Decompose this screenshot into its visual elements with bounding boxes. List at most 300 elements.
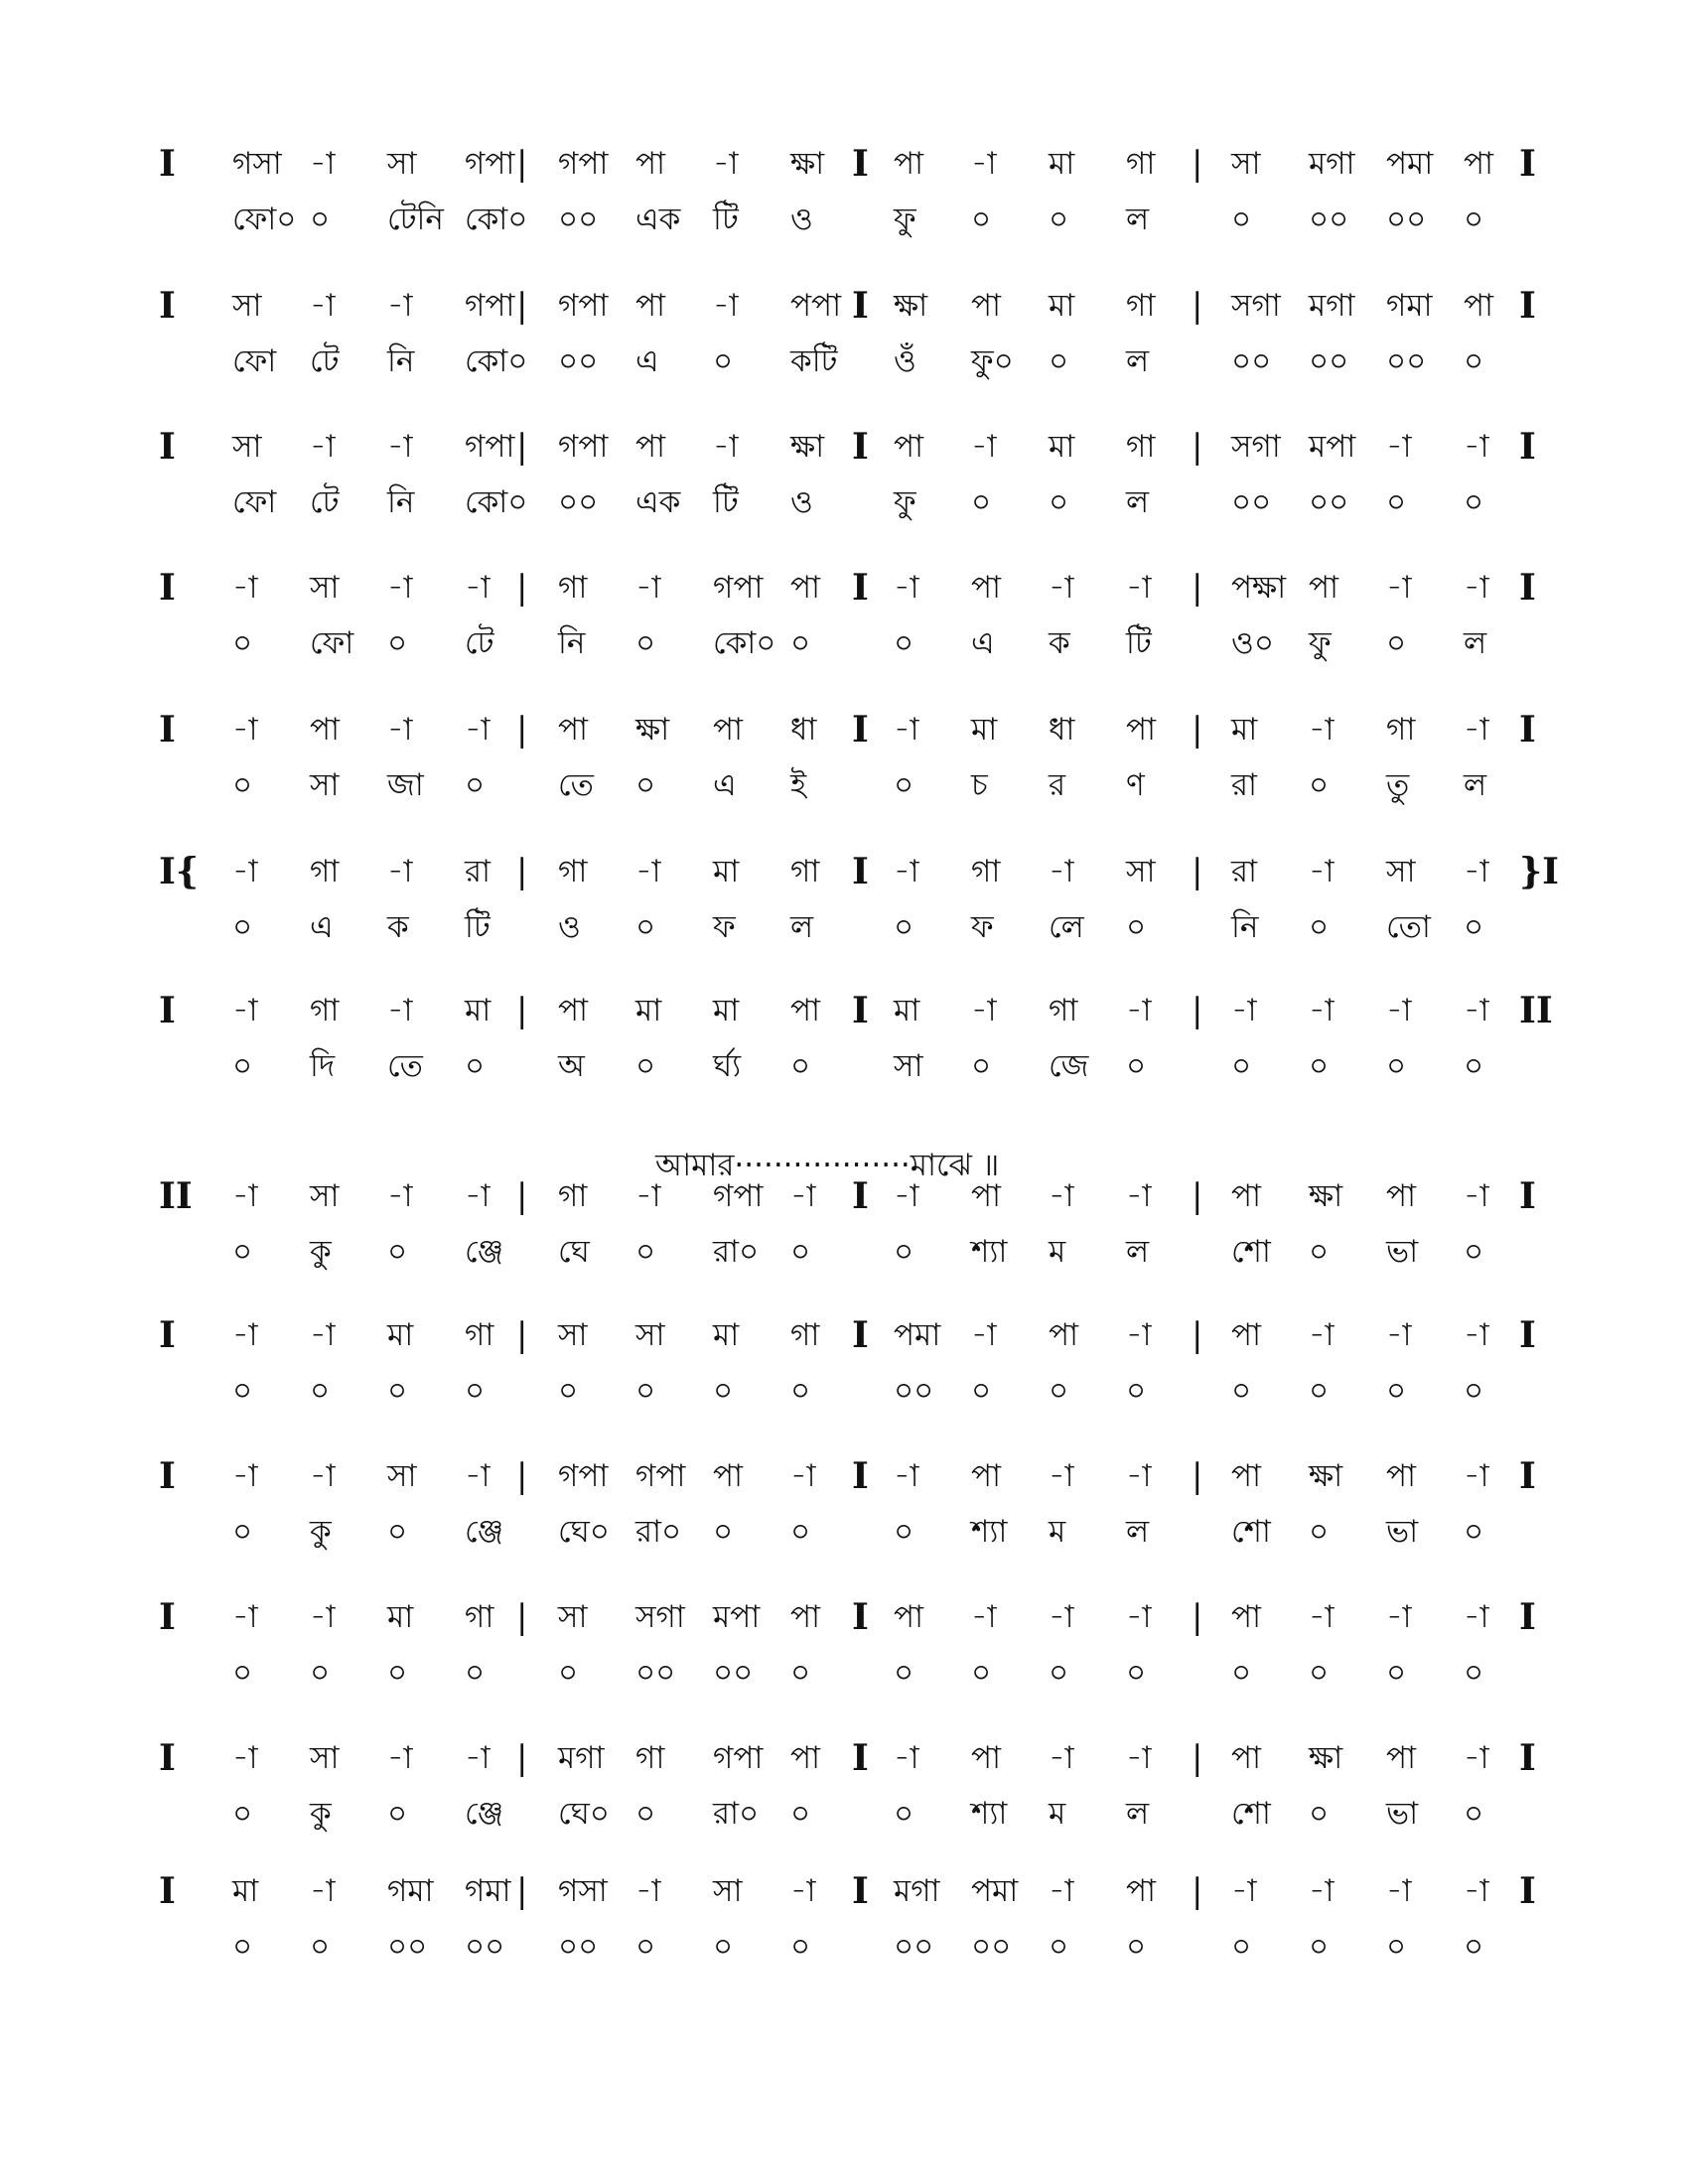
lyric-row: [0, 337, 1688, 386]
swara-note: -া: [635, 1873, 661, 1909]
swara-note: -া: [465, 712, 491, 748]
lyric-syllable: ও: [558, 909, 581, 945]
lyric-syllable: ০: [387, 1796, 408, 1832]
swara-note: পা: [635, 429, 666, 465]
swara-note: পমা: [1386, 146, 1434, 182]
swara-note: সা: [310, 1178, 340, 1214]
lyric-syllable: ০: [1231, 1048, 1252, 1084]
lyric-syllable: ০: [1309, 1929, 1330, 1965]
swara-note: -া: [894, 712, 919, 748]
swara-note: পা: [1386, 1458, 1417, 1494]
system-end-barline: I: [1519, 1175, 1536, 1217]
swara-note: -া: [387, 288, 413, 324]
swara-note: মা: [1049, 146, 1075, 182]
lyric-syllable: ০: [635, 1929, 656, 1965]
lyric-syllable: ০: [232, 1796, 253, 1832]
swara-note: পা: [790, 993, 821, 1028]
swara-note: গা: [971, 854, 1001, 889]
swara-note: -া: [1464, 1599, 1489, 1635]
lyric-syllable: ০: [790, 1373, 811, 1409]
lyric-syllable: ০: [790, 1234, 811, 1270]
lyric-syllable: ০: [1309, 1234, 1330, 1270]
swara-note: -া: [790, 1458, 816, 1494]
swara-note: গা: [1126, 146, 1156, 182]
system-end-barline: I: [1519, 1737, 1536, 1779]
swara-note: পা: [971, 288, 1002, 324]
swara-note: পা: [1309, 570, 1339, 606]
system-end-barline: I: [1519, 1870, 1536, 1912]
swara-note: পা: [971, 1178, 1002, 1214]
system-end-barline: I: [1519, 567, 1536, 609]
swara-note: -া: [1464, 993, 1489, 1028]
lyric-syllable: ০: [1126, 1929, 1147, 1965]
lyric-syllable: ০: [465, 1373, 486, 1409]
lyric-syllable: ০০: [1386, 343, 1427, 379]
swara-note: -া: [1386, 1317, 1412, 1353]
swara-note: -া: [790, 1873, 816, 1909]
lyric-row: [0, 1789, 1688, 1839]
measure-barline: |: [516, 852, 528, 891]
lyric-syllable: ০: [894, 767, 914, 803]
lyric-syllable: রা: [1231, 767, 1258, 803]
swara-note: গপা: [558, 429, 609, 465]
swara-note: -া: [310, 1317, 336, 1353]
system-end-barline: I: [1519, 1455, 1536, 1497]
swara-note: -া: [465, 570, 491, 606]
lyric-syllable: ফো: [232, 343, 277, 379]
lyric-syllable: ০: [232, 909, 253, 945]
lyric-syllable: ০: [971, 1048, 992, 1084]
lyric-syllable: ০: [1464, 1048, 1484, 1084]
system-end-barline: I: [1519, 709, 1536, 751]
swara-note: গপা: [713, 1178, 764, 1214]
swara-note: রা: [465, 854, 492, 889]
swara-note: পা: [635, 146, 666, 182]
measure-barline: |: [1192, 1176, 1203, 1216]
lyric-syllable: ০: [1309, 909, 1330, 945]
lyric-syllable: কু: [310, 1514, 332, 1550]
lyric-syllable: ০: [1464, 343, 1484, 379]
lyric-syllable: ০০: [1309, 484, 1349, 520]
lyric-syllable: ০০: [558, 484, 599, 520]
swara-note: মগা: [1309, 146, 1355, 182]
swara-note: পা: [558, 993, 589, 1028]
system-end-barline: I: [1519, 426, 1536, 468]
lyric-syllable: ০: [635, 1234, 656, 1270]
lyric-syllable: ফু: [1309, 625, 1332, 661]
measure-barline: |: [516, 286, 528, 326]
swara-note: পা: [894, 1599, 924, 1635]
lyric-syllable: ল: [790, 909, 814, 945]
swara-note: পা: [1386, 1740, 1417, 1776]
lyric-syllable: ০: [790, 625, 811, 661]
lyric-row: [0, 195, 1688, 244]
measure-barline: |: [516, 1315, 528, 1355]
lyric-syllable: ০: [1386, 1048, 1407, 1084]
lyric-syllable: ০: [1126, 1373, 1147, 1409]
measure-barline: |: [516, 1597, 528, 1637]
lyric-syllable: ০০: [558, 343, 599, 379]
swara-note: গপা: [465, 146, 515, 182]
lyric-syllable: ফো০: [232, 202, 297, 237]
lyric-syllable: ০: [1231, 202, 1252, 237]
swara-row: [0, 422, 1688, 472]
lyric-syllable: ০: [790, 1048, 811, 1084]
swara-note: -া: [232, 1458, 258, 1494]
song-line-caption: আমার··················মাঝে ॥: [655, 1148, 1000, 1183]
lyric-syllable: ০: [465, 767, 486, 803]
swara-note: -া: [1231, 993, 1257, 1028]
swara-note: পা: [1231, 1178, 1262, 1214]
swara-note: পা: [790, 1599, 821, 1635]
swara-note: -া: [894, 1740, 919, 1776]
swara-row: [0, 1733, 1688, 1783]
swara-note: মা: [1049, 288, 1075, 324]
lyric-syllable: ০: [232, 1234, 253, 1270]
lyric-syllable: ও: [790, 202, 813, 237]
lyric-syllable: ০০: [894, 1929, 934, 1965]
measure-barline: |: [1192, 1738, 1203, 1778]
swara-row: [0, 1866, 1688, 1916]
lyric-syllable: ০০: [1231, 484, 1272, 520]
swara-note: গমা: [1386, 288, 1433, 324]
division-barline: I: [852, 1175, 869, 1217]
swara-note: পা: [790, 570, 821, 606]
swara-note: সা: [387, 1458, 417, 1494]
swara-note: গা: [1049, 993, 1078, 1028]
lyric-syllable: ০: [1049, 343, 1069, 379]
lyric-syllable: ০০: [1231, 343, 1272, 379]
lyric-syllable: এ: [310, 909, 334, 945]
lyric-syllable: ০: [713, 343, 734, 379]
system-start-barline: I: [159, 709, 176, 751]
swara-note: গা: [465, 1317, 494, 1353]
lyric-syllable: ০: [558, 1373, 579, 1409]
swara-note: পা: [1231, 1317, 1262, 1353]
swara-note: -া: [232, 1317, 258, 1353]
lyric-syllable: ০: [232, 1373, 253, 1409]
swara-note: -া: [465, 1178, 491, 1214]
swara-note: -া: [1126, 1740, 1152, 1776]
swara-note: -া: [387, 993, 413, 1028]
measure-barline: |: [516, 427, 528, 467]
swara-note: -া: [635, 1178, 661, 1214]
measure-barline: |: [516, 710, 528, 750]
swara-note: মা: [713, 993, 740, 1028]
swara-note: মপা: [713, 1599, 761, 1635]
swara-note: -া: [310, 1599, 336, 1635]
swara-note: ক্ষা: [790, 146, 825, 182]
lyric-syllable: ঘে০: [558, 1796, 610, 1832]
system-start-barline: I: [159, 1737, 176, 1779]
swara-note: ক্ষা: [635, 712, 670, 748]
swara-note: পমা: [894, 1317, 941, 1353]
swara-note: সা: [558, 1599, 588, 1635]
lyric-syllable: তো: [1386, 909, 1431, 945]
swara-note: গপা: [465, 288, 515, 324]
swara-note: -া: [635, 854, 661, 889]
swara-note: -া: [1309, 1317, 1335, 1353]
lyric-syllable: এ: [635, 343, 659, 379]
division-barline: I: [852, 990, 869, 1031]
swara-note: মা: [894, 993, 920, 1028]
lyric-row: [0, 1922, 1688, 1972]
swara-note: -া: [232, 993, 258, 1028]
swara-note: গমা: [465, 1873, 511, 1909]
swara-note: পা: [558, 712, 589, 748]
swara-note: -া: [713, 146, 739, 182]
swara-note: গমা: [387, 1873, 434, 1909]
swara-note: -া: [1309, 1599, 1335, 1635]
lyric-row: [0, 1366, 1688, 1416]
lyric-syllable: এ: [713, 767, 737, 803]
swara-note: -া: [1464, 1873, 1489, 1909]
swara-note: পপা: [790, 288, 842, 324]
swara-note: -া: [310, 146, 336, 182]
lyric-syllable: ফ: [971, 909, 994, 945]
lyric-syllable: ম: [1049, 1514, 1066, 1550]
swara-note: -া: [1309, 712, 1335, 748]
swara-note: পা: [1464, 146, 1494, 182]
swara-note: ক্ষা: [1309, 1458, 1343, 1494]
swara-note: সা: [232, 429, 262, 465]
lyric-syllable: টি: [713, 202, 739, 237]
lyric-syllable: ০: [1231, 1655, 1252, 1691]
lyric-syllable: ভা: [1386, 1514, 1419, 1550]
lyric-syllable: ০: [1464, 1796, 1484, 1832]
swara-note: -া: [1126, 1317, 1152, 1353]
swara-note: গা: [635, 1740, 665, 1776]
swara-note: পা: [1126, 1873, 1157, 1909]
lyric-syllable: ০: [1386, 1655, 1407, 1691]
lyric-syllable: ভা: [1386, 1234, 1419, 1270]
swara-note: মা: [232, 1873, 259, 1909]
lyric-syllable: ০: [635, 1048, 656, 1084]
lyric-syllable: ০০: [465, 1929, 505, 1965]
lyric-syllable: ০০: [1386, 202, 1427, 237]
lyric-syllable: ০: [1464, 1514, 1484, 1550]
measure-barline: |: [1192, 710, 1203, 750]
swara-note: -া: [971, 429, 997, 465]
measure-barline: |: [1192, 144, 1203, 184]
lyric-syllable: ০: [387, 625, 408, 661]
swara-note: মা: [1231, 712, 1258, 748]
lyric-syllable: ম: [1049, 1796, 1066, 1832]
swara-note: -া: [1049, 1178, 1074, 1214]
lyric-syllable: ০: [790, 1796, 811, 1832]
lyric-row: [0, 760, 1688, 810]
lyric-syllable: জে: [1049, 1048, 1089, 1084]
swara-note: পা: [1464, 288, 1494, 324]
swara-note: -া: [232, 1599, 258, 1635]
swara-note: গা: [1386, 712, 1416, 748]
swara-note: -া: [1464, 712, 1489, 748]
lyric-syllable: ফু০: [971, 343, 1014, 379]
swara-note: -া: [894, 570, 919, 606]
lyric-syllable: ০: [1126, 1655, 1147, 1691]
measure-barline: |: [516, 1738, 528, 1778]
swara-row: [0, 563, 1688, 613]
swara-note: সা: [310, 570, 340, 606]
measure-barline: |: [1192, 427, 1203, 467]
lyric-syllable: ল: [1464, 767, 1487, 803]
division-barline: I: [852, 567, 869, 609]
lyric-syllable: ০: [713, 1514, 734, 1550]
lyric-syllable: শ্যা: [971, 1234, 1008, 1270]
swara-note: -া: [232, 570, 258, 606]
division-barline: I: [852, 426, 869, 468]
lyric-syllable: ০০: [894, 1373, 934, 1409]
lyric-syllable: ০: [894, 1514, 914, 1550]
swara-note: মপা: [1309, 429, 1356, 465]
swara-note: -া: [387, 570, 413, 606]
swara-note: মা: [387, 1317, 414, 1353]
lyric-syllable: ০: [387, 1373, 408, 1409]
lyric-syllable: ০: [232, 1655, 253, 1691]
system-end-barline: I: [1519, 143, 1536, 185]
swara-note: -া: [894, 854, 919, 889]
lyric-syllable: ০: [894, 1655, 914, 1691]
swara-note: পা: [894, 146, 924, 182]
lyric-syllable: ০: [387, 1234, 408, 1270]
swara-note: মা: [635, 993, 662, 1028]
lyric-syllable: এক: [635, 484, 681, 520]
measure-barline: |: [1192, 568, 1203, 608]
lyric-syllable: ও০: [1231, 625, 1274, 661]
swara-note: -া: [1126, 1458, 1152, 1494]
lyric-syllable: ০০: [558, 1929, 599, 1965]
system-end-barline: }I: [1519, 851, 1559, 892]
lyric-syllable: ০০: [1309, 343, 1349, 379]
lyric-syllable: ০: [387, 1514, 408, 1550]
lyric-syllable: ০: [635, 909, 656, 945]
swara-note: গপা: [713, 1740, 764, 1776]
swara-note: গা: [1126, 288, 1156, 324]
swara-note: -া: [232, 712, 258, 748]
swara-note: -া: [232, 1178, 258, 1214]
lyric-syllable: টে: [310, 343, 340, 379]
lyric-syllable: ০০: [1309, 202, 1349, 237]
swara-note: -া: [465, 1458, 491, 1494]
swara-note: মা: [387, 1599, 414, 1635]
swara-note: মা: [971, 712, 998, 748]
lyric-syllable: রা০: [635, 1514, 682, 1550]
measure-barline: |: [516, 568, 528, 608]
division-barline: I: [852, 851, 869, 892]
swara-note: পা: [310, 712, 341, 748]
swara-note: -া: [232, 1740, 258, 1776]
lyric-syllable: টে: [465, 625, 494, 661]
swara-note: সা: [232, 288, 262, 324]
swara-note: -া: [387, 1178, 413, 1214]
swara-row: [0, 847, 1688, 896]
lyric-syllable: ০: [1464, 1234, 1484, 1270]
lyric-syllable: টে: [310, 484, 340, 520]
lyric-syllable: ০০: [635, 1655, 676, 1691]
measure-barline: |: [516, 991, 528, 1030]
swara-note: ক্ষা: [1309, 1740, 1343, 1776]
lyric-syllable: ০: [232, 625, 253, 661]
lyric-syllable: র্ঘ্য: [713, 1048, 742, 1084]
swara-note: -া: [1126, 570, 1152, 606]
lyric-syllable: ০: [1309, 1655, 1330, 1691]
measure-barline: |: [1192, 1456, 1203, 1496]
lyric-syllable: রা০: [713, 1234, 760, 1270]
lyric-syllable: টেনি: [387, 202, 444, 237]
lyric-syllable: ০: [894, 1796, 914, 1832]
swara-note: -া: [387, 854, 413, 889]
system-start-barline: II: [159, 1175, 193, 1217]
swara-note: -া: [1126, 1599, 1152, 1635]
swara-note: -া: [1049, 1873, 1074, 1909]
lyric-syllable: ০: [971, 1655, 992, 1691]
lyric-syllable: ঘে০: [558, 1514, 610, 1550]
lyric-syllable: ০: [790, 1514, 811, 1550]
lyric-syllable: ০: [635, 767, 656, 803]
measure-barline: |: [1192, 852, 1203, 891]
swara-note: সা: [635, 1317, 665, 1353]
swara-note: -া: [971, 1317, 997, 1353]
lyric-syllable: ০: [790, 1655, 811, 1691]
lyric-syllable: ০: [713, 1373, 734, 1409]
swara-note: -া: [1464, 1740, 1489, 1776]
swara-note: -া: [1464, 854, 1489, 889]
lyric-row: [0, 1041, 1688, 1091]
lyric-syllable: ০: [1309, 1796, 1330, 1832]
swara-note: সা: [1231, 146, 1261, 182]
swara-note: সা: [1386, 854, 1416, 889]
swara-note: মগা: [558, 1740, 605, 1776]
lyric-row: [0, 902, 1688, 952]
measure-barline: |: [1192, 1597, 1203, 1637]
lyric-syllable: ০: [790, 1929, 811, 1965]
swara-note: -া: [1049, 854, 1074, 889]
swara-note: গা: [310, 854, 340, 889]
lyric-syllable: ০: [1049, 202, 1069, 237]
lyric-syllable: শো: [1231, 1234, 1271, 1270]
swara-note: গা: [558, 1178, 588, 1214]
swara-row: [0, 1592, 1688, 1642]
swara-note: -া: [387, 712, 413, 748]
system-start-barline: I{: [159, 851, 199, 892]
lyric-syllable: ০: [310, 202, 331, 237]
swara-note: সা: [387, 146, 417, 182]
swara-note: পা: [635, 288, 666, 324]
swara-note: -া: [971, 993, 997, 1028]
swara-note: -া: [310, 288, 336, 324]
lyric-syllable: কো০: [465, 484, 528, 520]
swara-note: গপা: [558, 288, 609, 324]
system-start-barline: I: [159, 426, 176, 468]
lyric-syllable: ০: [310, 1373, 331, 1409]
lyric-syllable: ০: [894, 909, 914, 945]
swara-note: পা: [894, 429, 924, 465]
swara-note: মা: [465, 993, 492, 1028]
system-end-barline: I: [1519, 285, 1536, 327]
lyric-syllable: ০: [1309, 1514, 1330, 1550]
lyric-syllable: ০: [635, 1796, 656, 1832]
lyric-syllable: ল: [1126, 1796, 1150, 1832]
swara-note: -া: [1309, 854, 1335, 889]
swara-note: -া: [1049, 570, 1074, 606]
swara-note: -া: [1464, 429, 1489, 465]
lyric-syllable: ফু: [894, 484, 916, 520]
lyric-syllable: ল: [1126, 1234, 1150, 1270]
swara-row: [0, 1310, 1688, 1360]
swara-note: পা: [971, 570, 1002, 606]
system-start-barline: I: [159, 1870, 176, 1912]
lyric-syllable: ০: [1049, 1655, 1069, 1691]
